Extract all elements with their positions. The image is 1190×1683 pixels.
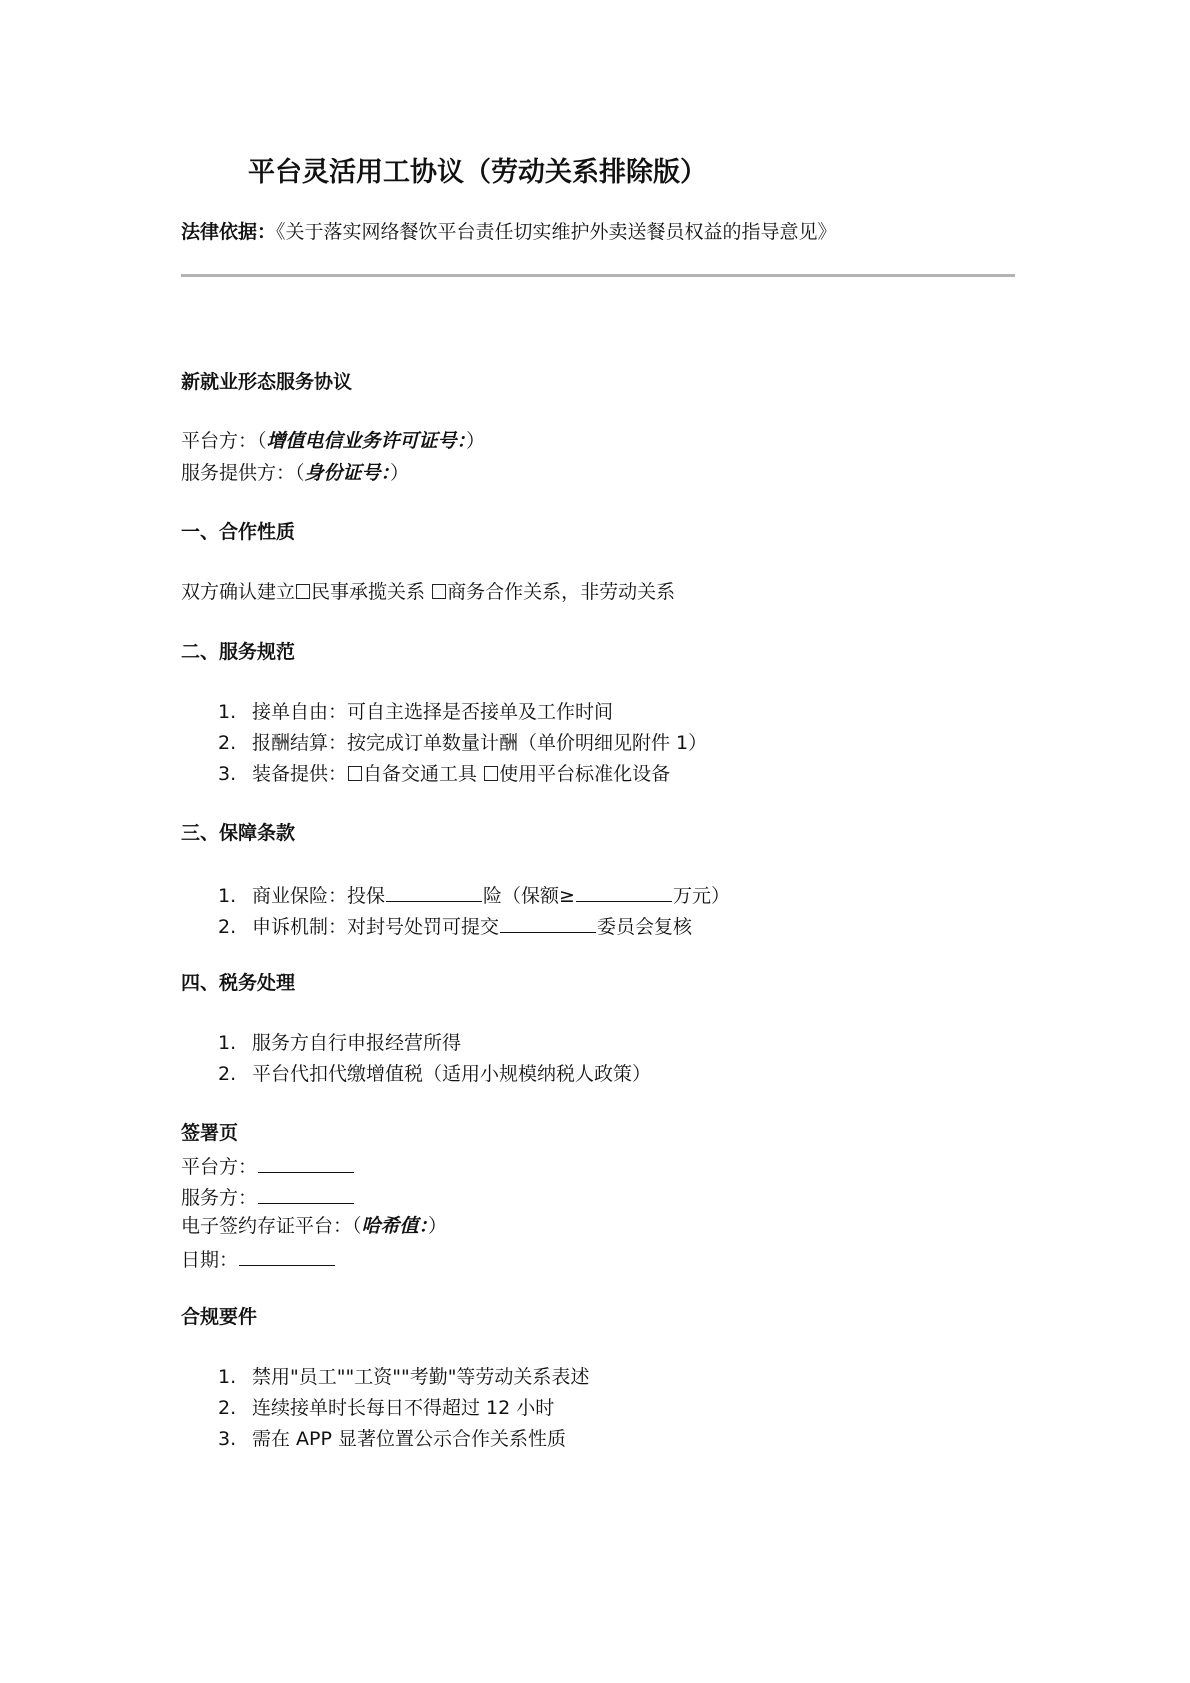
section2-heading: 二、服务规范 <box>181 641 296 663</box>
platform-signature-blank[interactable] <box>258 1153 354 1173</box>
compliance-heading: 合规要件 <box>181 1306 258 1328</box>
list-item-text: 委员会复核 <box>597 916 693 938</box>
signature-service-label: 服务方： <box>181 1187 258 1209</box>
evidence-note-open: （ <box>352 1215 362 1237</box>
list-number: 1. <box>218 1366 237 1388</box>
insured-amount-blank[interactable] <box>576 882 672 902</box>
option-business-cooperation-label: 商务合作关系，非劳动关系 <box>447 581 676 603</box>
list-item-text: 需在 APP 显著位置公示合作关系性质 <box>252 1428 566 1450</box>
list-item <box>218 882 730 909</box>
list-number: 1. <box>218 701 237 723</box>
checkbox-business-cooperation[interactable] <box>432 584 446 599</box>
list-number: 2. <box>218 916 237 938</box>
list-item <box>218 763 670 787</box>
insurance-type-blank[interactable] <box>386 882 482 902</box>
list-item <box>218 1063 651 1087</box>
list-number: 1. <box>218 885 237 907</box>
platform-party-label: 平台方： <box>181 430 258 452</box>
option-own-vehicle-label: 自备交通工具 <box>363 763 484 785</box>
list-item <box>218 1032 461 1056</box>
provider-note-close: ） <box>390 462 410 484</box>
list-item <box>218 1366 589 1390</box>
list-item-text: 服务方自行申报经营所得 <box>252 1032 462 1054</box>
list-item <box>218 913 692 940</box>
list-number: 3. <box>218 763 237 785</box>
list-item-text: 商业保险：投保 <box>252 885 386 907</box>
platform-note-close: ） <box>466 430 486 452</box>
evidence-platform-label: 电子签约存证平台： <box>181 1215 353 1237</box>
list-number: 3. <box>218 1428 237 1450</box>
list-item-text: 禁用"员工""工资""考勤"等劳动关系表述 <box>252 1366 590 1388</box>
list-item-text: 万元） <box>672 885 730 907</box>
section1-text-lead: 双方确认建立 <box>181 581 296 603</box>
list-item-text: 险（保额≥ <box>483 885 575 907</box>
signature-platform-label: 平台方： <box>181 1156 258 1178</box>
list-item-text: 装备提供： <box>252 763 348 785</box>
platform-party-line <box>181 430 485 454</box>
document-title: 平台灵活用工协议（劳动关系排除版） <box>248 157 707 188</box>
list-item <box>218 1428 566 1452</box>
list-number: 1. <box>218 1032 237 1054</box>
legal-basis-line <box>181 221 837 245</box>
evidence-platform-line <box>181 1215 447 1239</box>
list-item <box>218 701 613 725</box>
section4-heading: 四、税务处理 <box>181 972 296 994</box>
checkbox-platform-equipment[interactable] <box>484 766 498 781</box>
option-civil-contract-label: 民事承揽关系 <box>311 581 432 603</box>
signature-service-line <box>181 1184 355 1211</box>
service-signature-blank[interactable] <box>258 1184 354 1204</box>
checkbox-own-vehicle[interactable] <box>348 766 362 781</box>
list-number: 2. <box>218 732 237 754</box>
legal-basis-text: 《关于落实网络餐饮平台责任切实维护外卖送餐员权益的指导意见》 <box>276 221 837 243</box>
provider-note-open: （ <box>295 462 305 484</box>
provider-id-note: 身份证号： <box>304 462 391 484</box>
section3-heading: 三、保障条款 <box>181 822 296 844</box>
platform-note-open: （ <box>257 430 267 452</box>
signature-platform-line <box>181 1153 355 1180</box>
date-blank[interactable] <box>239 1246 335 1266</box>
evidence-note-close: ） <box>428 1215 448 1237</box>
list-item-text: 平台代扣代缴增值税（适用小规模纳税人政策） <box>252 1063 652 1085</box>
signature-heading: 签署页 <box>181 1122 239 1144</box>
legal-basis-label: 法律依据： <box>181 221 277 243</box>
list-number: 2. <box>218 1397 237 1419</box>
checkbox-civil-contract[interactable] <box>296 584 310 599</box>
list-item-text: 连续接单时长每日不得超过 12 小时 <box>252 1397 555 1419</box>
list-number: 2. <box>218 1063 237 1085</box>
review-committee-blank[interactable] <box>500 913 596 933</box>
signature-date-label: 日期： <box>181 1249 239 1271</box>
provider-party-label: 服务提供方： <box>181 462 296 484</box>
agreement-name: 新就业形态服务协议 <box>181 371 353 393</box>
horizontal-divider <box>181 274 1015 277</box>
list-item <box>218 1397 554 1421</box>
list-item-text: 申诉机制：对封号处罚可提交 <box>252 916 500 938</box>
signature-date-line <box>181 1246 336 1273</box>
platform-license-note: 增值电信业务许可证号： <box>266 430 467 452</box>
section1-text <box>181 581 675 605</box>
option-platform-equipment-label: 使用平台标准化设备 <box>499 763 671 785</box>
list-item-text: 报酬结算：按完成订单数量计酬（单价明细见附件 1） <box>252 732 708 754</box>
provider-party-line <box>181 462 409 486</box>
hash-value-note: 哈希值： <box>361 1215 429 1237</box>
section1-heading: 一、合作性质 <box>181 521 296 543</box>
list-item-text: 接单自由：可自主选择是否接单及工作时间 <box>252 701 614 723</box>
list-item <box>218 732 707 756</box>
